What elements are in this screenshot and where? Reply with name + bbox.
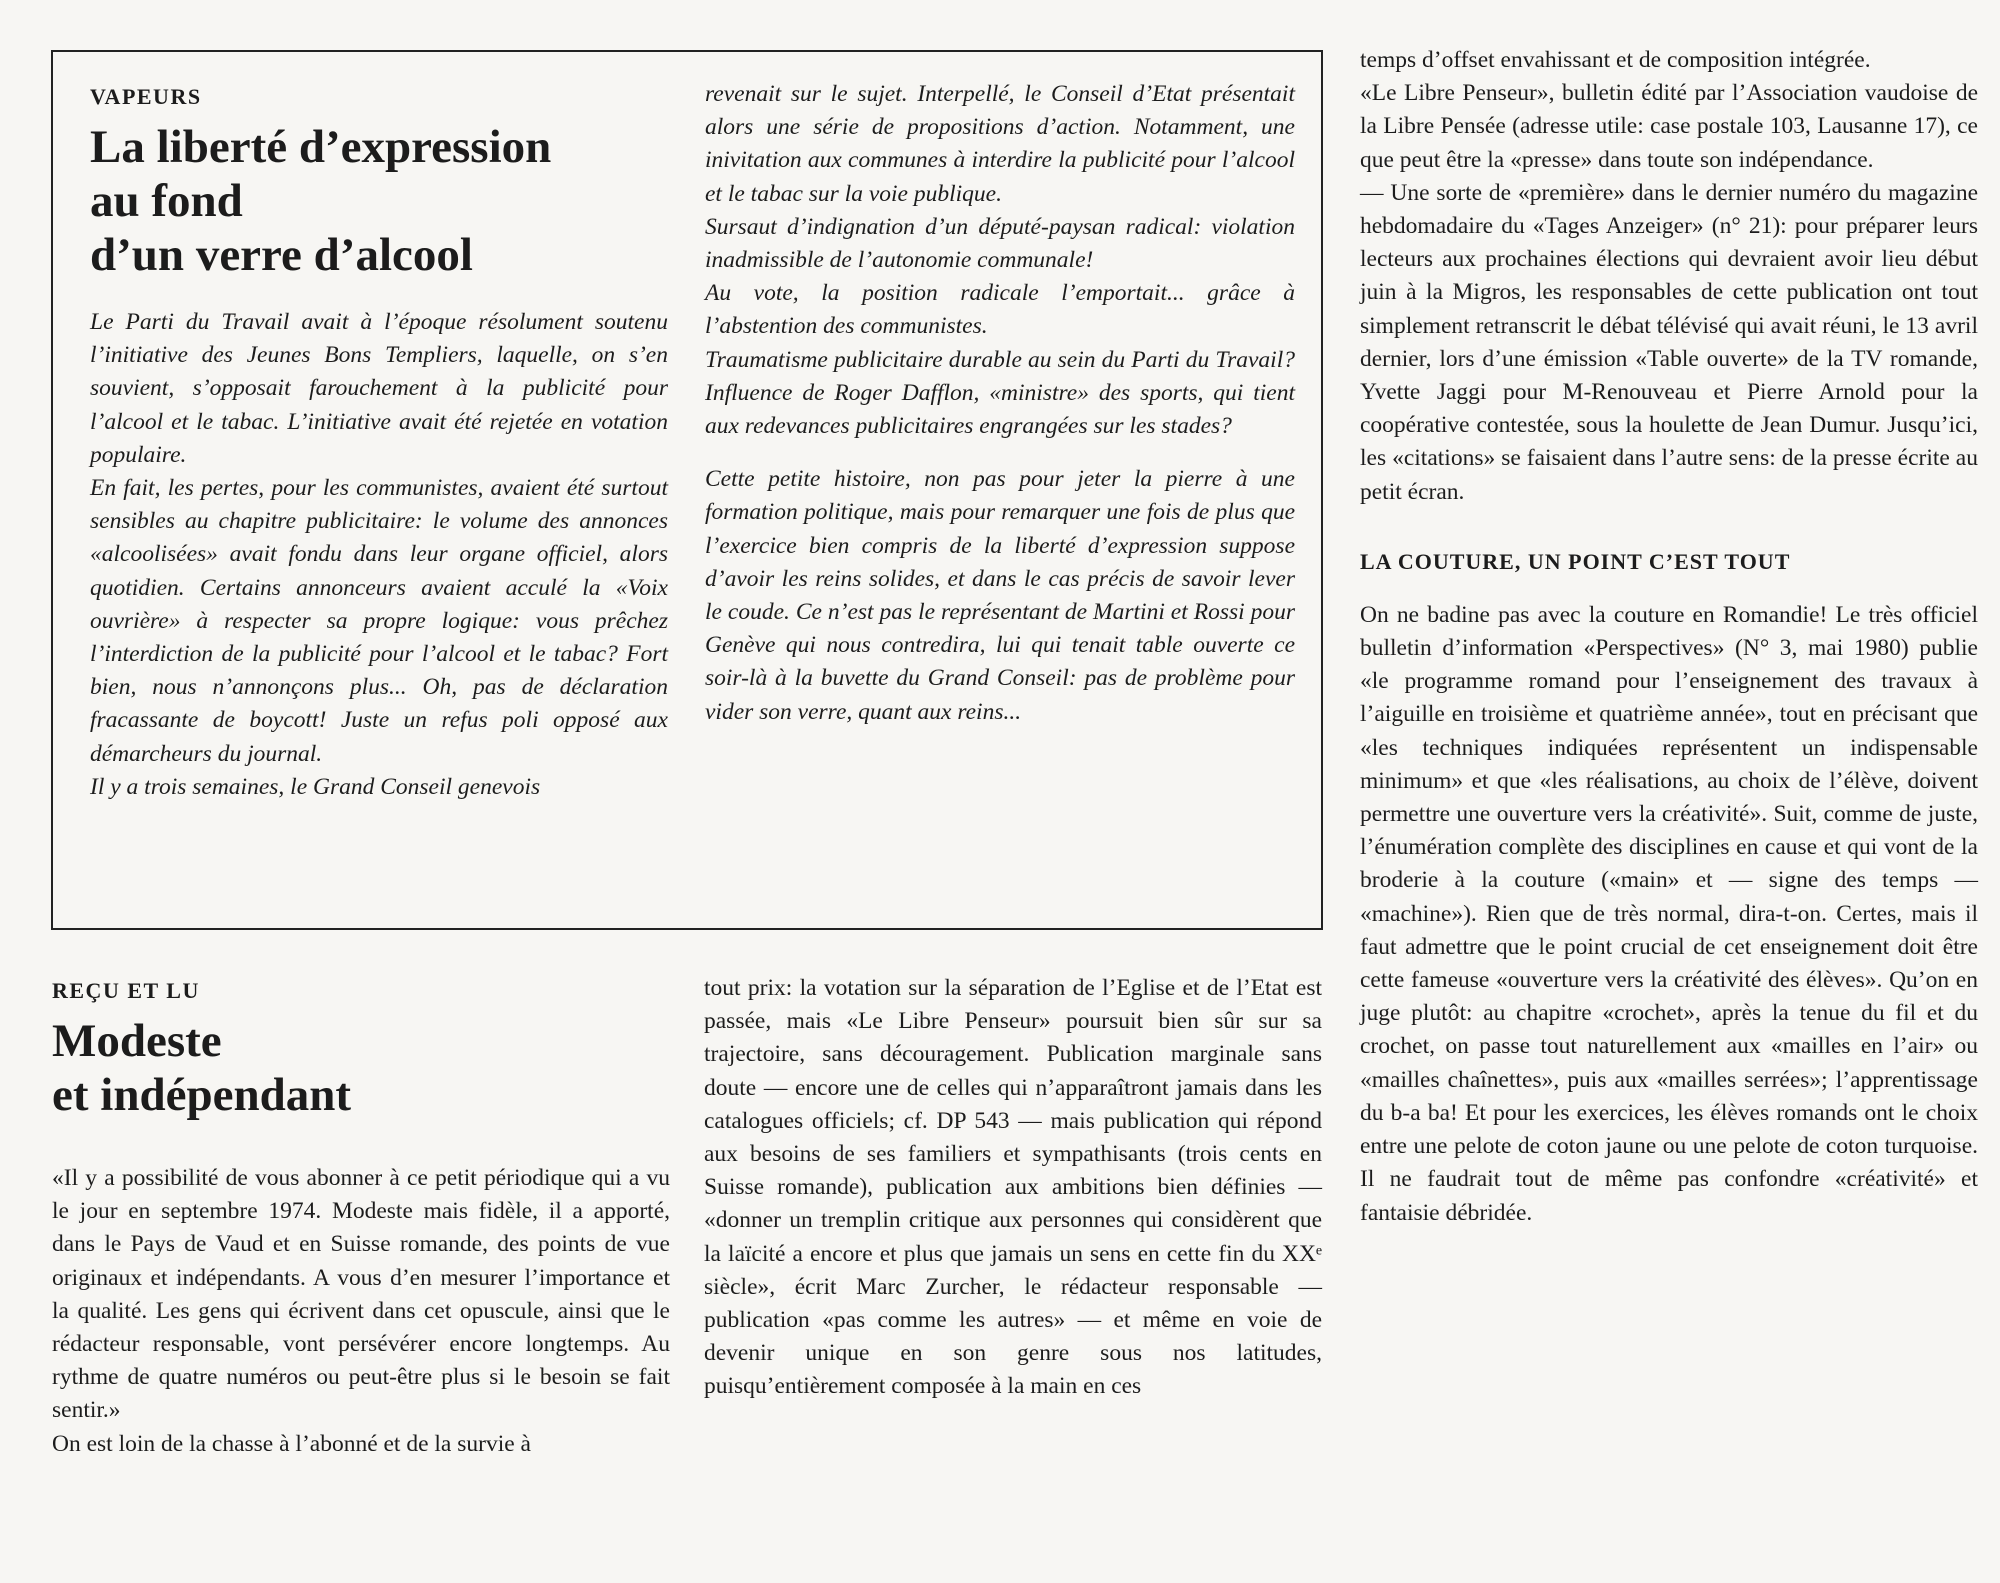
headline-line: d’un verre d’alcool [90,229,473,281]
section-gap [1360,509,1978,549]
headline-line: Modeste [52,1015,222,1067]
paragraph-gap [705,443,1295,463]
paragraph: On est loin de la chasse à l’abonné et de la survie à [52,1430,531,1457]
paragraph: tout prix: la votation sur la séparation de l’Eglise et de l’Etat est passée, mais «Le Libre Penseur» poursuit bien sûr sur sa trajectoire, sans découragement. Publication marginale sans doute — encore une de celles qui n’apparaîtront jamais dans les catalogues officiels; cf. DP 543 — mais publication qui répond aux besoins de ses familiers et sympathisants (trois cents en Suisse romande), publication aux ambitions bien définies — «donner un tremplin critique aux personnes qui considèrent que la laïcité a encore et plus que jamais un sens en cette fin du XXᵉ siècle», écrit Marc Zurcher, le rédacteur responsable — publication «pas comme les autres» — et même en voie de devenir unique en son genre sous nos latitudes, puisqu’entièrement composée à la main en ces [704,975,1322,1400]
paragraph: Le Parti du Travail avait à l’époque résolument soutenu l’initiative des Jeunes Bons Templiers, laquelle, on s’en souvient, s’opposait farouchement à la publicité pour l’alcool et le tabac. L’initiative avait été rejetée en votation populaire. [90,309,668,468]
box-column-1 [90,84,668,804]
paragraph: revenait sur le sujet. Interpellé, le Conseil d’Etat présentait alors une série de propositions d’action. Notamment, une inivitation aux communes à interdire la publicité pour l’alcool et le tabac sur la voie publique. [705,81,1295,207]
box-column-2 [705,78,1295,729]
paragraph: En fait, les pertes, pour les communistes, avaient été surtout sensibles au chapitre publicitaire: le volume des annonces «alcoolisées» avait fondu dans leur organe officiel, alors quotidien. Certains annonceurs avaient acculé la «Voix ouvrière» à respecter sa propre logique: vous prêchez l’interdiction de la publicité pour l’alcool et le tabac? Fort bien, nous n’annonçons plus... Oh, pas de déclaration fracassante de boycott! Juste un refus poli opposé aux démarcheurs du journal. [90,475,668,767]
kicker-recu-et-lu: REÇU ET LU [52,978,200,1003]
paragraph: Il y a trois semaines, le Grand Conseil genevois [90,773,541,800]
headline-line: La liberté d’expression [90,121,552,173]
kicker-vapeurs: VAPEURS [90,84,202,109]
paragraph: Cette petite histoire, non pas pour jeter la pierre à une formation politique, mais pour remarquer une fois de plus que l’exercice bien compris de la liberté d’expression suppose d’avoir les reins solides, et dans le cas précis de savoir lever le coude. Ce n’est pas le représentant de Martini et Rossi pour Genève qui nous contredira, lui qui tenait table ouverte ce soir-là à la buvette du Grand Conseil: pas de problème pour vider son verre, quant aux reins... [705,466,1295,725]
right-column [1360,44,1978,1230]
paragraph: — Une sorte de «première» dans le dernier numéro du magazine hebdomadaire du «Tages Anzeiger» (n° 21): pour préparer leurs lecteurs aux prochaines élections qui devraient avoir lieu début juin à la Migros, les responsables de cette publication ont tout simplement retranscrit le débat télévisé qui avait réuni, le 13 avril dernier, lors d’une émission «Table ouverte» de la TV romande, Yvette Jaggi pour M-Renouveau et Pierre Arnold pour la coopérative contestée, sous la houlette de Jean Dumur. Jusqu’ici, les «citations» se faisaient dans l’autre sens: de la presse écrite au petit écran. [1360,179,1978,505]
paragraph: Au vote, la position radicale l’emportait... grâce à l’abstention des communistes. [705,280,1295,340]
paragraph: On ne badine pas avec la couture en Romandie! Le très officiel bulletin d’information «Perspectives» (N° 3, mai 1980) publie «le programme romand pour l’enseignement des travaux à l’aiguille en troisième et quatrième année», tout en précisant que «les techniques indiquées représentent un indispensable minimum» et que «les réalisations, au choix de l’élève, doivent permettre une ouverture vers la créativité». Suit, comme de juste, l’énumération complète des disciplines en cause et qui vont de la broderie à la couture («main» et — signe des temps — «machine»). Rien que de très normal, dira-t-on. Certes, mais il faut admettre que le point crucial de cet enseignement doit être cette fameuse «ouverture vers la créativité des élèves». Qu’on en juge plutôt: au chapitre «crochet», après la tenue du fil et du crochet, on passe tout naturellement aux «mailles en l’air» ou «mailles chaînettes», puis aux «mailles serrées»; l’apprentissage du b-a ba! Et pour les exercices, les élèves romands ont le choix entre une pelote de coton jaune ou une pelote de coton turquoise. Il ne faudrait tout de même pas confondre «créativité» et fantaisie débridée. [1360,601,1978,1226]
paragraph: Sursaut d’indignation d’un député-paysan radical: violation inadmissible de l’autonomie communale! [705,213,1295,274]
headline-line: et indépendant [52,1069,352,1121]
headline-modeste [52,1014,670,1122]
paragraph: «Il y a possibilité de vous abonner à ce petit périodique qui a vu le jour en septembre 1974. Modeste mais fidèle, il a apporté, dans le Pays de Vaud et en Suisse romande, des points de vue originaux et indépendants. A vous d’en mesurer l’importance et la qualité. Les gens qui écrivent dans cet opuscule, ainsi que le rédacteur responsable, vont persévérer encore longtemps. Au rythme de quatre numéros ou peut-être plus si le besoin se fait sentir.» [52,1165,670,1424]
headline-liberte [90,120,668,282]
paragraph: temps d’offset envahissant et de composition intégrée. [1360,47,1871,73]
paragraph: «Le Libre Penseur», bulletin édité par l’Association vaudoise de la Libre Pensée (adresse utile: case postale 103, Lausanne 17), ce que peut être la «presse» dans toute son indépendance. [1360,80,1978,173]
kicker-couture: LA COUTURE, UN POINT C’EST TOUT [1360,548,1791,574]
headline-line: au fond [90,175,243,227]
section-gap [1360,575,1978,599]
article-recu-et-lu-col-2 [704,972,1322,1404]
paragraph: Traumatisme publicitaire durable au sein du Parti du Travail? Influence de Roger Dafflon, «ministre» des sports, qui tient aux redevances publicitaires engrangées sur les stades? [705,346,1295,440]
boxed-article-vapeurs [51,50,1323,930]
article-recu-et-lu-col-1 [52,978,670,1461]
